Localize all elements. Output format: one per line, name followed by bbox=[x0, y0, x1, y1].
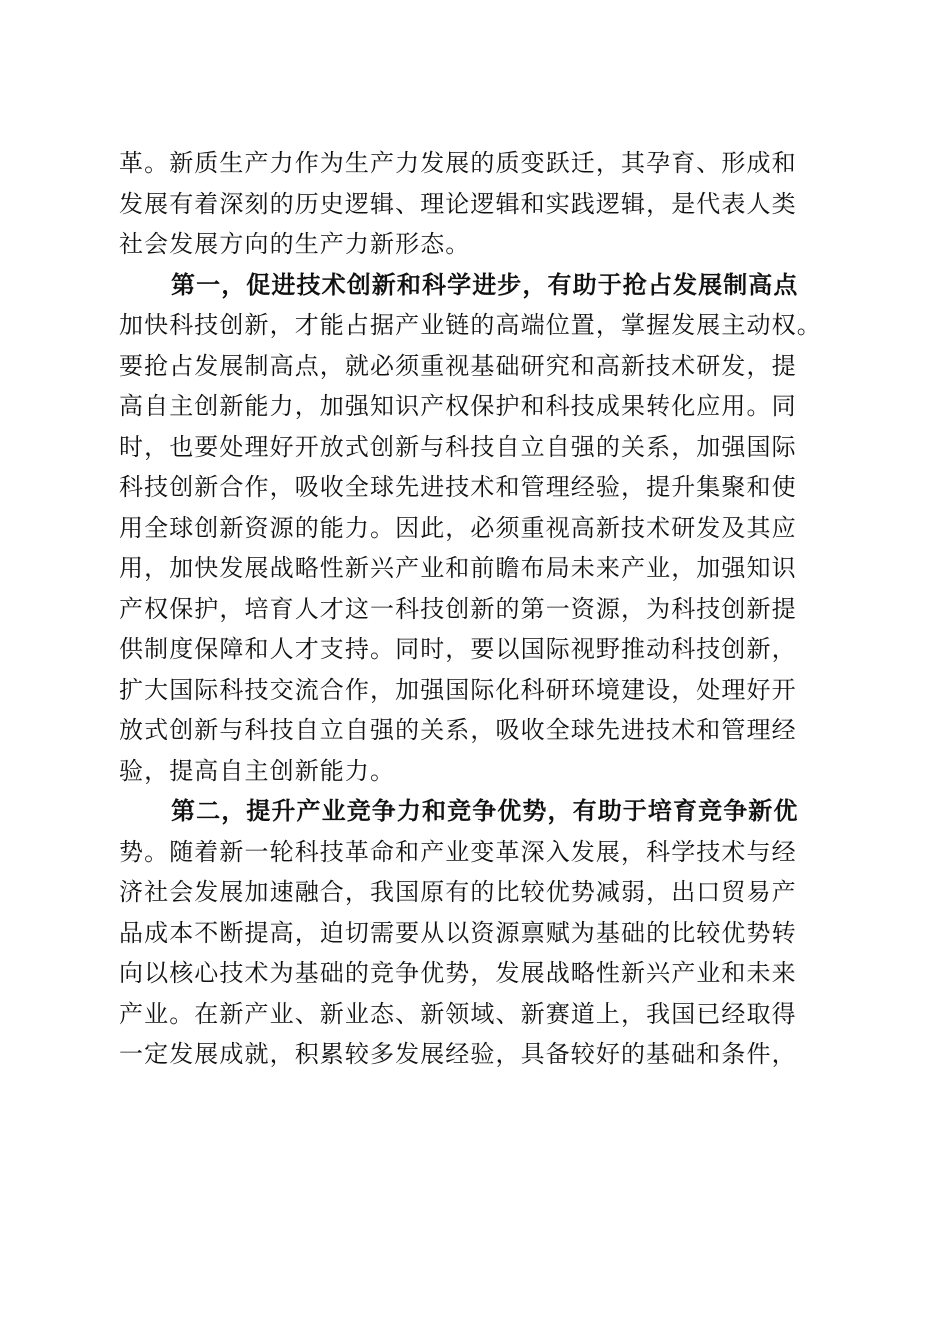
text-line: 验，提高自主创新能力。 bbox=[119, 756, 396, 785]
text-line: 济社会发展加速融合，我国原有的比较优势减弱，出口贸易产 bbox=[119, 878, 797, 906]
text-line: 科技创新合作，吸收全球先进技术和管理经验，提升集聚和使 bbox=[119, 473, 797, 501]
text-line: 供制度保障和人才支持。同时，要以国际视野推动科技创新， bbox=[119, 635, 797, 663]
text-line: 品成本不断提高，迫切需要从以资源禀赋为基础的比较优势转 bbox=[119, 918, 797, 947]
text-line: 产权保护，培育人才这一科技创新的第一资源，为科技创新提 bbox=[119, 594, 797, 623]
text-line: 加快科技创新，才能占据产业链的高端位置，掌握发展主动权。 bbox=[119, 311, 822, 339]
text-line: 势。随着新一轮科技革命和产业变革深入发展，科学技术与经 bbox=[119, 837, 797, 866]
text-line: 产业。在新产业、新业态、新领域、新赛道上，我国已经取得 bbox=[119, 999, 797, 1028]
text-line: 社会发展方向的生产力新形态。 bbox=[119, 230, 471, 258]
text-line: 放式创新与科技自立自强的关系，吸收全球先进技术和管理经 bbox=[119, 716, 797, 744]
text-line: 用全球创新资源的能力。因此，必须重视高新技术研发及其应 bbox=[119, 513, 797, 542]
text-line: 向以核心技术为基础的竞争优势，发展战略性新兴产业和未来 bbox=[119, 959, 797, 987]
text-line: 时，也要处理好开放式创新与科技自立自强的关系，加强国际 bbox=[119, 432, 797, 461]
text-line: 一定发展成就，积累较多发展经验，具备较好的基础和条件， bbox=[119, 1040, 797, 1068]
text-line: 高自主创新能力，加强知识产权保护和科技成果转化应用。同 bbox=[119, 392, 797, 420]
section-heading-1: 第一，促进技术创新和科学进步，有助于抢占发展制高点 bbox=[171, 269, 799, 299]
text-line: 用，加快发展战略性新兴产业和前瞻布局未来产业，加强知识 bbox=[119, 554, 797, 582]
section-heading-2: 第二，提升产业竞争力和竞争优势，有助于培育竞争新优 bbox=[171, 796, 799, 825]
text-line: 扩大国际科技交流合作，加强国际化科研环境建设，处理好开 bbox=[119, 675, 797, 704]
text-line: 发展有着深刻的历史逻辑、理论逻辑和实践逻辑，是代表人类 bbox=[119, 189, 797, 218]
text-line: 革。新质生产力作为生产力发展的质变跃迁，其孕育、形成和 bbox=[119, 149, 797, 177]
body-text bbox=[119, 143, 839, 1075]
text-line: 要抢占发展制高点，就必须重视基础研究和高新技术研发，提 bbox=[119, 351, 797, 380]
